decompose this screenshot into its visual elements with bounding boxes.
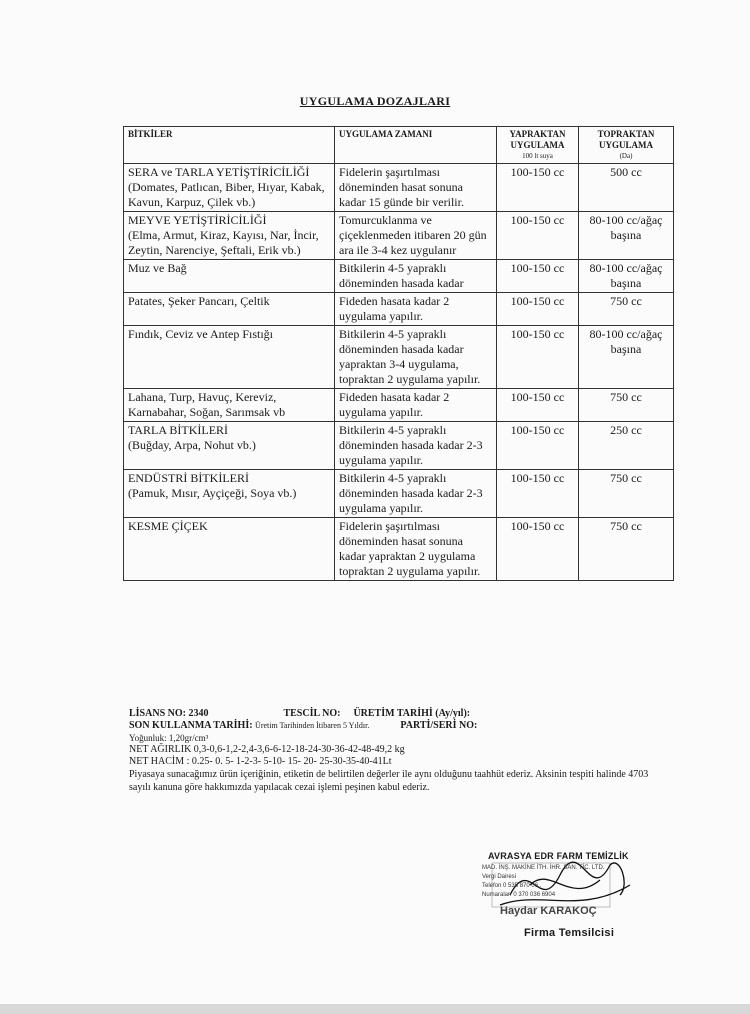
soil-dose-cell: 750 cc bbox=[579, 389, 674, 422]
batch-no: PARTİ/SERİ NO: bbox=[400, 720, 478, 731]
page-bottom-edge bbox=[0, 1004, 750, 1014]
foliar-dose-cell: 100-150 cc bbox=[497, 389, 579, 422]
application-time-cell: Fidelerin şaşırtılması döneminden hasat sonuna kadar 15 günde bir verilir. bbox=[335, 164, 497, 212]
application-time-cell: Tomurcuklanma ve çiçeklenmeden itibaren 20 gün ara ile 3-4 kez uygulanır bbox=[335, 212, 497, 260]
plant-cell bbox=[124, 260, 335, 293]
plant-name: Patates, Şeker Pancarı, Çeltik bbox=[128, 294, 270, 308]
soil-dose-cell: 750 cc bbox=[579, 518, 674, 581]
stamp-line: MAD. İNŞ. MAKİNE İTH. İHR. SAN. TİC. LTD. bbox=[482, 865, 605, 871]
table-row bbox=[124, 470, 674, 518]
header-bitkiler: BİTKİLER bbox=[124, 127, 335, 164]
application-time-cell: Fidelerin şaşırtılması döneminden hasat sonuna kadar yapraktan 2 uygulama topraktan 2 uygulama yapılır. bbox=[335, 518, 497, 581]
soil-dose-cell: 80-100 cc/ağaç başına bbox=[579, 260, 674, 293]
plant-name: KESME ÇİÇEK bbox=[128, 519, 208, 533]
plant-cell bbox=[124, 326, 335, 389]
license-no: LİSANS NO: 2340 bbox=[129, 708, 209, 719]
company-stamp bbox=[470, 845, 640, 945]
plant-cell bbox=[124, 518, 335, 581]
soil-dose-cell: 500 cc bbox=[579, 164, 674, 212]
page-title: UYGULAMA DOZAJLARI bbox=[299, 94, 451, 108]
plant-examples: (Buğday, Arpa, Nohut vb.) bbox=[128, 438, 256, 452]
soil-dose-cell: 250 cc bbox=[579, 422, 674, 470]
density: Yoğunluk: 1,20gr/cm³ bbox=[129, 733, 209, 743]
plant-cell bbox=[124, 470, 335, 518]
stamp-line: Vergi Dairesi bbox=[482, 874, 517, 880]
application-time-cell: Fideden hasata kadar 2 uygulama yapılır. bbox=[335, 293, 497, 326]
dosage-table bbox=[123, 126, 674, 581]
soil-dose-cell: 750 cc bbox=[579, 470, 674, 518]
table-row bbox=[124, 164, 674, 212]
table-row bbox=[124, 212, 674, 260]
application-time-cell: Fideden hasata kadar 2 uygulama yapılır. bbox=[335, 389, 497, 422]
table-row bbox=[124, 389, 674, 422]
firm-name: AVRASYA EDR FARM TEMİZLİK bbox=[488, 851, 629, 861]
plant-examples: (Domates, Patlıcan, Biber, Hıyar, Kabak, Kavun, Karpuz, Çilek vb.) bbox=[128, 180, 325, 209]
plant-name: TARLA BİTKİLERİ bbox=[128, 423, 229, 437]
header-yapraktan: YAPRAKTAN UYGULAMA 100 lt suya bbox=[497, 127, 579, 164]
disclaimer: Piyasaya sunacağımız ürün içeriğinin, etiketin de belirtilen değerler ile aynı olduğunu taahhüt ederiz. Aksinin tespiti halinde 4703 sayılı kanuna göre hakkımızda yapılacak cezai işlemi peşinen kabul ederiz. bbox=[129, 769, 649, 793]
soil-dose-cell: 80-100 cc/ağaç başına bbox=[579, 326, 674, 389]
header-topraktan: TOPRAKTAN UYGULAMA (Da) bbox=[579, 127, 674, 164]
plant-cell bbox=[124, 389, 335, 422]
foliar-dose-cell: 100-150 cc bbox=[497, 470, 579, 518]
application-time-cell: Bitkilerin 4-5 yapraklı döneminden hasada kadar 2-3 uygulama yapılır. bbox=[335, 422, 497, 470]
stamp-line: Numaralar: 0 370 036 6904 bbox=[482, 892, 556, 898]
soil-dose-cell: 750 cc bbox=[579, 293, 674, 326]
production-date: ÜRETİM TARİHİ (Ay/yıl): bbox=[353, 708, 471, 719]
plant-cell bbox=[124, 212, 335, 260]
table-row bbox=[124, 260, 674, 293]
foliar-dose-cell: 100-150 cc bbox=[497, 518, 579, 581]
foliar-dose-cell: 100-150 cc bbox=[497, 260, 579, 293]
plant-examples: (Pamuk, Mısır, Ayçiçeği, Soya vb.) bbox=[128, 486, 297, 500]
plant-name: MEYVE YETİŞTİRİCİLİĞİ bbox=[128, 213, 267, 227]
foliar-dose-cell: 100-150 cc bbox=[497, 212, 579, 260]
plant-cell bbox=[124, 422, 335, 470]
table-row bbox=[124, 293, 674, 326]
expiry-label: SON KULLANMA TARİHİ: bbox=[129, 720, 253, 731]
net-weight: NET AĞIRLIK 0,3-0,6-1,2-2,4-3,6-6-12-18-24-30-36-42-48-49,2 kg bbox=[129, 744, 405, 755]
plant-name: Muz ve Bağ bbox=[128, 261, 187, 275]
plant-examples: (Elma, Armut, Kiraz, Kayısı, Nar, İncir, Zeytin, Narenciye, Şeftali, Erik vb.) bbox=[128, 228, 319, 257]
plant-cell bbox=[124, 293, 335, 326]
net-volume: NET HACİM : 0.25- 0. 5- 1-2-3- 5-10- 15- 20- 25-30-35-40-41Lt bbox=[129, 756, 392, 767]
application-time-cell: Bitkilerin 4-5 yapraklı döneminden hasada kadar 2-3 uygulama yapılır. bbox=[335, 470, 497, 518]
plant-name: Fındık, Ceviz ve Antep Fıstığı bbox=[128, 327, 274, 341]
registration-no: TESCİL NO: bbox=[283, 708, 341, 719]
application-time-cell: Bitkilerin 4-5 yapraklı döneminden hasada kadar yapraktan 3-4 uygulama, topraktan 2 uygulama yapılır. bbox=[335, 326, 497, 389]
table-row bbox=[124, 518, 674, 581]
table-row bbox=[124, 326, 674, 389]
foliar-dose-cell: 100-150 cc bbox=[497, 326, 579, 389]
firm-representative: Firma Temsilcisi bbox=[524, 927, 615, 939]
plant-name: SERA ve TARLA YETİŞTİRİCİLİĞİ bbox=[128, 165, 310, 179]
foliar-dose-cell: 100-150 cc bbox=[497, 164, 579, 212]
header-zaman: UYGULAMA ZAMANI bbox=[335, 127, 497, 164]
application-time-cell: Bitkilerin 4-5 yapraklı döneminden hasada kadar bbox=[335, 260, 497, 293]
stamp-line: Telefon 0 535 870 06.. bbox=[482, 883, 542, 889]
expiry-value: Üretim Tarihinden İtibaren 5 Yıldır. bbox=[255, 721, 370, 730]
table-header-row bbox=[124, 127, 674, 164]
plant-name: ENDÜSTRİ BİTKİLERİ bbox=[128, 471, 249, 485]
signatory-name: Haydar KARAKOÇ bbox=[500, 905, 597, 917]
plant-name: Lahana, Turp, Havuç, Kereviz, Karnabahar, Soğan, Sarımsak vb bbox=[128, 390, 286, 419]
table-row bbox=[124, 422, 674, 470]
plant-cell bbox=[124, 164, 335, 212]
label-info bbox=[129, 708, 669, 794]
foliar-dose-cell: 100-150 cc bbox=[497, 422, 579, 470]
foliar-dose-cell: 100-150 cc bbox=[497, 293, 579, 326]
soil-dose-cell: 80-100 cc/ağaç başına bbox=[579, 212, 674, 260]
expiry-line bbox=[129, 720, 669, 732]
license-line bbox=[129, 708, 669, 720]
